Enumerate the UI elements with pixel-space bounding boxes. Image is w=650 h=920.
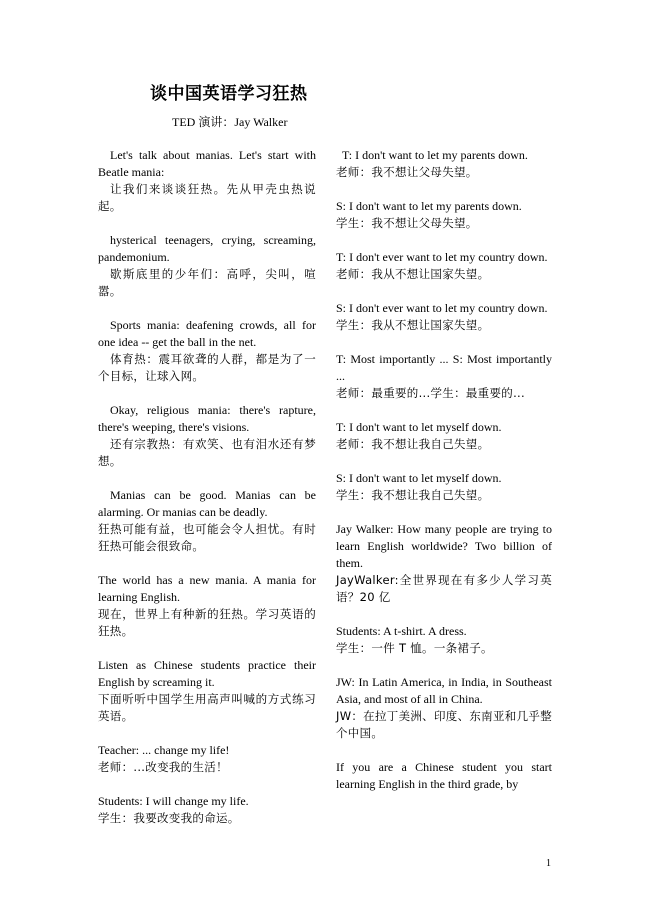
english-text: The world has a new mania. A mania for learning English.	[98, 573, 316, 604]
english-text: Students: I will change my life.	[98, 794, 249, 808]
english-text: If you are a Chinese student you start learning English in the third grade, by	[336, 760, 552, 791]
english-text: S: I don't want to let myself down.	[336, 471, 502, 485]
paragraph-block	[98, 657, 316, 725]
chinese-text: 歇斯底里的少年们：高呼，尖叫，喧嚣。	[98, 267, 316, 298]
english-text: T: I don't want to let my parents down.	[342, 148, 528, 162]
paragraph-block	[98, 147, 316, 215]
paragraph-block	[336, 623, 552, 657]
page-number: 1	[546, 858, 551, 869]
english-text: S: I don't ever want to let my country down.	[336, 301, 548, 315]
chinese-text: 老师：我不想让父母失望。	[336, 165, 478, 179]
chinese-text: 狂热可能有益，也可能会令人担忧。有时狂热可能会很致命。	[98, 522, 316, 553]
english-text: Students: A t-shirt. A dress.	[336, 624, 467, 638]
document-subtitle: TED 演讲：Jay Walker	[172, 115, 288, 129]
paragraph-block	[336, 147, 552, 181]
chinese-text: 老师：我从不想让国家失望。	[336, 267, 490, 281]
english-text: T: I don't want to let myself down.	[336, 420, 502, 434]
chinese-text: 学生：我不想让我自己失望。	[336, 488, 490, 502]
paragraph-block	[98, 402, 316, 470]
chinese-text: 学生：我从不想让国家失望。	[336, 318, 490, 332]
english-text: Sports mania: deafening crowds, all for one idea -- get the ball in the net.	[98, 318, 316, 349]
paragraph-block	[336, 300, 552, 334]
english-text: T: Most importantly ... S: Most importantly ...	[336, 352, 552, 383]
chinese-text: 让我们来谈谈狂热。先从甲壳虫热说起。	[98, 182, 316, 213]
paragraph-block	[336, 351, 552, 402]
english-text: hysterical teenagers, crying, screaming, pandemonium.	[98, 233, 316, 264]
paragraph-block	[98, 793, 316, 827]
english-text: S: I don't want to let my parents down.	[336, 199, 522, 213]
paragraph-block	[98, 572, 316, 640]
chinese-text: 体育热：震耳欲聋的人群，都是为了一个目标，让球入网。	[98, 352, 316, 383]
english-text: Listen as Chinese students practice their English by screaming it.	[98, 658, 316, 689]
paragraph-block	[336, 470, 552, 504]
document-title: 谈中国英语学习狂热	[150, 84, 308, 104]
paragraph-block	[336, 759, 552, 793]
english-text: Okay, religious mania: there's rapture, there's weeping, there's visions.	[98, 403, 316, 434]
chinese-text: 学生：我要改变我的命运。	[98, 811, 240, 825]
chinese-text: 下面听听中国学生用高声叫喊的方式练习英语。	[98, 692, 316, 723]
paragraph-block	[98, 317, 316, 385]
chinese-text: 学生：一件 T 恤。一条裙子。	[336, 641, 493, 655]
paragraph-block	[336, 521, 552, 606]
paragraph-block	[98, 232, 316, 300]
right-column	[336, 147, 552, 810]
english-text: Manias can be good. Manias can be alarming. Or manias can be deadly.	[98, 488, 316, 519]
chinese-text: 现在，世界上有种新的狂热。学习英语的狂热。	[98, 607, 316, 638]
chinese-text: 学生：我不想让父母失望。	[336, 216, 478, 230]
english-text: Teacher: ... change my life!	[98, 743, 230, 757]
chinese-text: JayWalker:全世界现在有多少人学习英语？20 亿	[336, 573, 552, 604]
chinese-text: 老师：最重要的...学生：最重要的...	[336, 386, 525, 400]
english-text: JW: In Latin America, in India, in Southeast Asia, and most of all in China.	[336, 675, 552, 706]
left-column	[98, 147, 316, 844]
paragraph-block	[98, 487, 316, 555]
paragraph-block	[336, 249, 552, 283]
english-text: T: I don't ever want to let my country down.	[336, 250, 548, 264]
chinese-text: 还有宗教热：有欢笑、也有泪水还有梦想。	[98, 437, 316, 468]
english-text: Let's talk about manias. Let's start with Beatle mania:	[98, 148, 316, 179]
chinese-text: 老师：我不想让我自己失望。	[336, 437, 490, 451]
chinese-text: JW：在拉丁美洲、印度、东南亚和几乎整个中国。	[336, 709, 552, 740]
paragraph-block	[336, 419, 552, 453]
paragraph-block	[336, 198, 552, 232]
chinese-text: 老师：...改变我的生活！	[98, 760, 228, 774]
paragraph-block	[336, 674, 552, 742]
paragraph-block	[98, 742, 316, 776]
english-text: Jay Walker: How many people are trying to learn English worldwide? Two billion of them.	[336, 522, 552, 570]
